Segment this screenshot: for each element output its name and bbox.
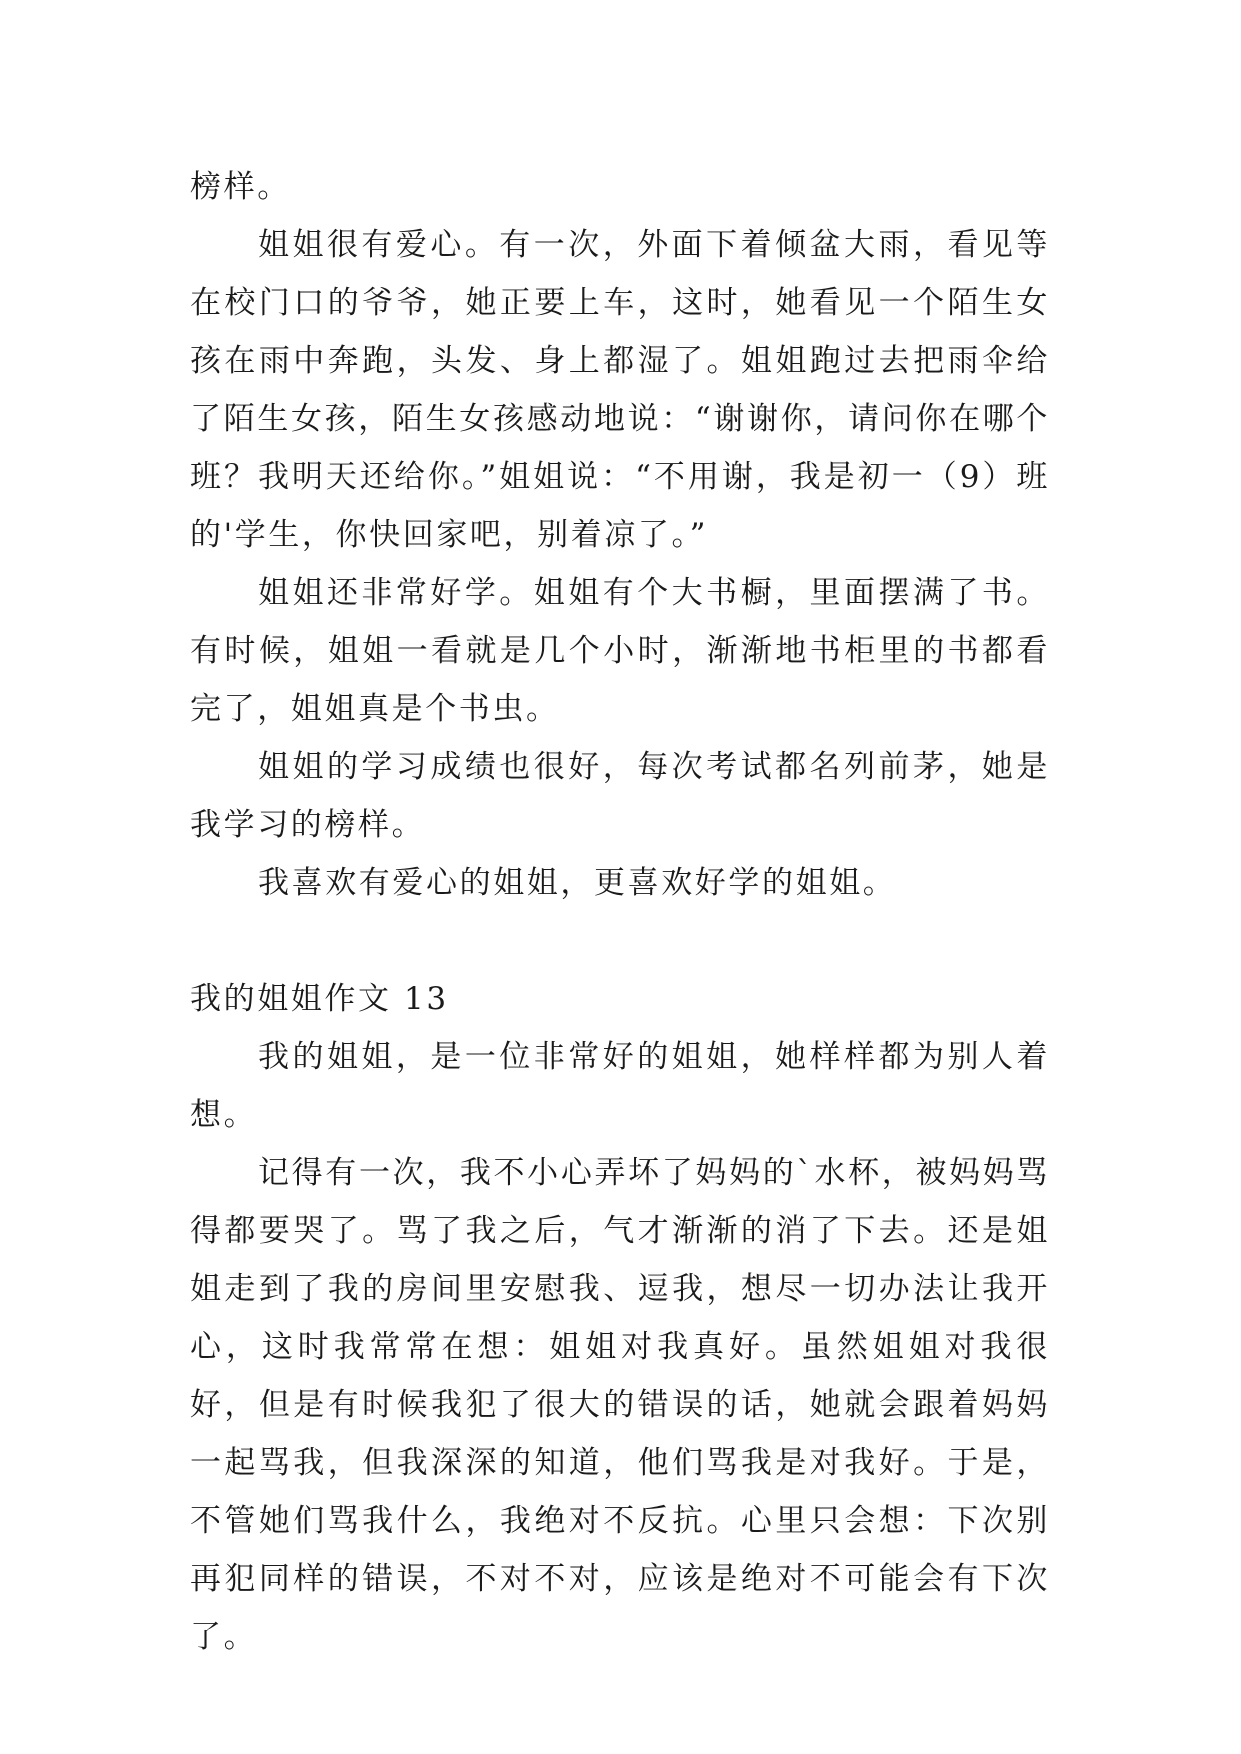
paragraph-studious-sister: 姐姐还非常好学。姐姐有个大书橱，里面摆满了书。有时候，姐姐一看就是几个小时，渐渐地书柜里的书都看完了，姐姐真是个书虫。 (190, 575, 1050, 727)
paragraph-story: 记得有一次，我不小心弄坏了妈妈的`水杯，被妈妈骂得都要哭了。骂了我之后，气才渐渐的消了下去。还是姐姐走到了我的房间里安慰我、逗我，想尽一切办法让我开心，这时我常常在想：姐姐对我真好。虽然姐姐对我很好，但是有时候我犯了很大的错误的话，她就会跟着妈妈一起骂我，但我深深的知道，他们骂我是对我好。于是，不管她们骂我什么，我绝对不反抗。心里只会想：下次别再犯同样的错误，不对不对，应该是绝对不可能会有下次了。 (190, 1155, 1050, 1655)
paragraph-caring-sister: 姐姐很有爱心。有一次，外面下着倾盆大雨，看见等在校门口的爷爷，她正要上车，这时，她看见一个陌生女孩在雨中奔跑，头发、身上都湿了。姐姐跑过去把雨伞给了陌生女孩，陌生女孩感动地说：“谢谢你，请问你在哪个班？我明天还给你。”姐姐说：“不用谢，我是初一（9）班的'学生，你快回家吧，别着凉了。” (190, 227, 1050, 553)
document-body (190, 158, 1050, 1666)
paragraph-continuation: 榜样。 (190, 169, 291, 205)
paragraph-grades: 姐姐的学习成绩也很好，每次考试都名列前茅，她是我学习的榜样。 (190, 749, 1050, 843)
paragraph-conclusion: 我喜欢有爱心的姐姐，更喜欢好学的姐姐。 (258, 865, 897, 901)
paragraph-intro: 我的姐姐，是一位非常好的姐姐，她样样都为别人着想。 (190, 1039, 1050, 1133)
section-title: 我的姐姐作文 13 (190, 981, 449, 1017)
